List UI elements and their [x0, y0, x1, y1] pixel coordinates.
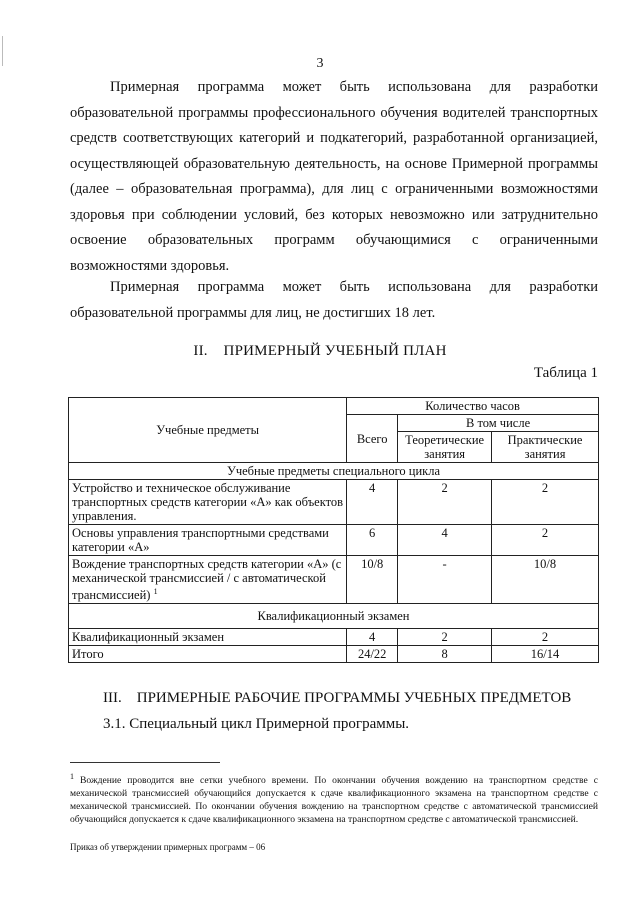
table-row — [69, 629, 599, 646]
hours-practice: 2 — [492, 629, 599, 646]
paragraph-intro: Примерная программа может быть использована для разработки образовательной программы профессионального обучения водителей транспортных средств соответствующих категорий и подкатегорий, разработанной организацией, осуществляющей образовательную деятельность, на основе Примерной программы (далее – образовательная программа), для лиц с ограниченными возможностями здоровья при соблюдении условий, без которых невозможно или затруднительно освоение образовательных программ обучающимися с ограниченными возможностями здоровья. — [70, 79, 598, 274]
section-heading-3 — [103, 690, 571, 707]
hours-practice: 2 — [492, 525, 599, 556]
table-row — [69, 480, 599, 525]
page-number: 3 — [316, 56, 324, 71]
footnote — [70, 770, 598, 826]
table-group-row — [69, 463, 599, 480]
hours-total: 6 — [347, 525, 398, 556]
hours-total: 24/22 — [347, 646, 398, 663]
header-theory: Теоретические занятия — [398, 432, 492, 463]
hours-theory: 2 — [398, 629, 492, 646]
table-caption: Таблица 1 — [533, 365, 598, 381]
table-header-row — [69, 398, 599, 415]
footnote-divider — [70, 762, 220, 763]
table-group-row — [69, 604, 599, 629]
hours-total: 4 — [347, 480, 398, 525]
subject-name: Устройство и техническое обслуживание транспортных средств категории «А» как объектов управления. — [69, 480, 347, 525]
subject-name: Вождение транспортных средств категории «А» (с механической трансмиссией / с автоматической трансмиссией) — [72, 557, 342, 603]
header-practice: Практические занятия — [492, 432, 599, 463]
hours-theory: 8 — [398, 646, 492, 663]
hours-practice: 16/14 — [492, 646, 599, 663]
curriculum-table — [68, 397, 599, 663]
group-qualification-exam: Квалификационный экзамен — [69, 604, 599, 629]
footnote-marker: 1 — [70, 772, 74, 781]
group-special-cycle: Учебные предметы специального цикла — [69, 463, 599, 480]
section-heading-2 — [0, 343, 640, 360]
hours-theory: - — [398, 556, 492, 604]
hours-total: 4 — [347, 629, 398, 646]
footnote-text: Вождение проводится вне сетки учебного времени. По окончании обучения вождению на транспортном средстве с механической трансмиссией обучающийся допускается к сдаче квалификационного экзамена на транспортном средстве с механической трансмиссией. По окончании обучения вождению на транспортном средстве с автоматической трансмиссией обучающийся допускается к сдаче квалификационного экзамена на транспортном средстве с автоматической трансмиссией. — [70, 775, 599, 826]
subject-name: Квалификационный экзамен — [69, 629, 347, 646]
header-total: Всего — [347, 415, 398, 463]
subject-name: Итого — [69, 646, 347, 663]
hours-practice: 2 — [492, 480, 599, 525]
header-subjects: Учебные предметы — [69, 398, 347, 463]
hours-total: 10/8 — [347, 556, 398, 604]
header-including: В том числе — [398, 415, 599, 432]
section-number: II. — [193, 343, 208, 359]
document-footer: Приказ об утверждении примерных программ – 06 — [70, 842, 266, 852]
subject-name: Основы управления транспортными средствами категории «А» — [69, 525, 347, 556]
paragraph-minors: Примерная программа может быть использована для разработки образовательной программы для лиц, не достигших 18 лет. — [70, 279, 598, 321]
table-row — [69, 525, 599, 556]
section-number: III. — [103, 690, 122, 706]
hours-practice: 10/8 — [492, 556, 599, 604]
hours-theory: 4 — [398, 525, 492, 556]
header-hours: Количество часов — [347, 398, 599, 415]
subject-name-cell — [69, 556, 347, 604]
subsection-heading: 3.1. Специальный цикл Примерной программы. — [103, 716, 410, 732]
table-total-row — [69, 646, 599, 663]
section-title: ПРИМЕРНЫЙ УЧЕБНЫЙ ПЛАН — [223, 343, 447, 359]
hours-theory: 2 — [398, 480, 492, 525]
table-row — [69, 556, 599, 604]
section-title: ПРИМЕРНЫЕ РАБОЧИЕ ПРОГРАММЫ УЧЕБНЫХ ПРЕДМЕТОВ — [136, 690, 572, 706]
footnote-ref: 1 — [153, 587, 158, 596]
